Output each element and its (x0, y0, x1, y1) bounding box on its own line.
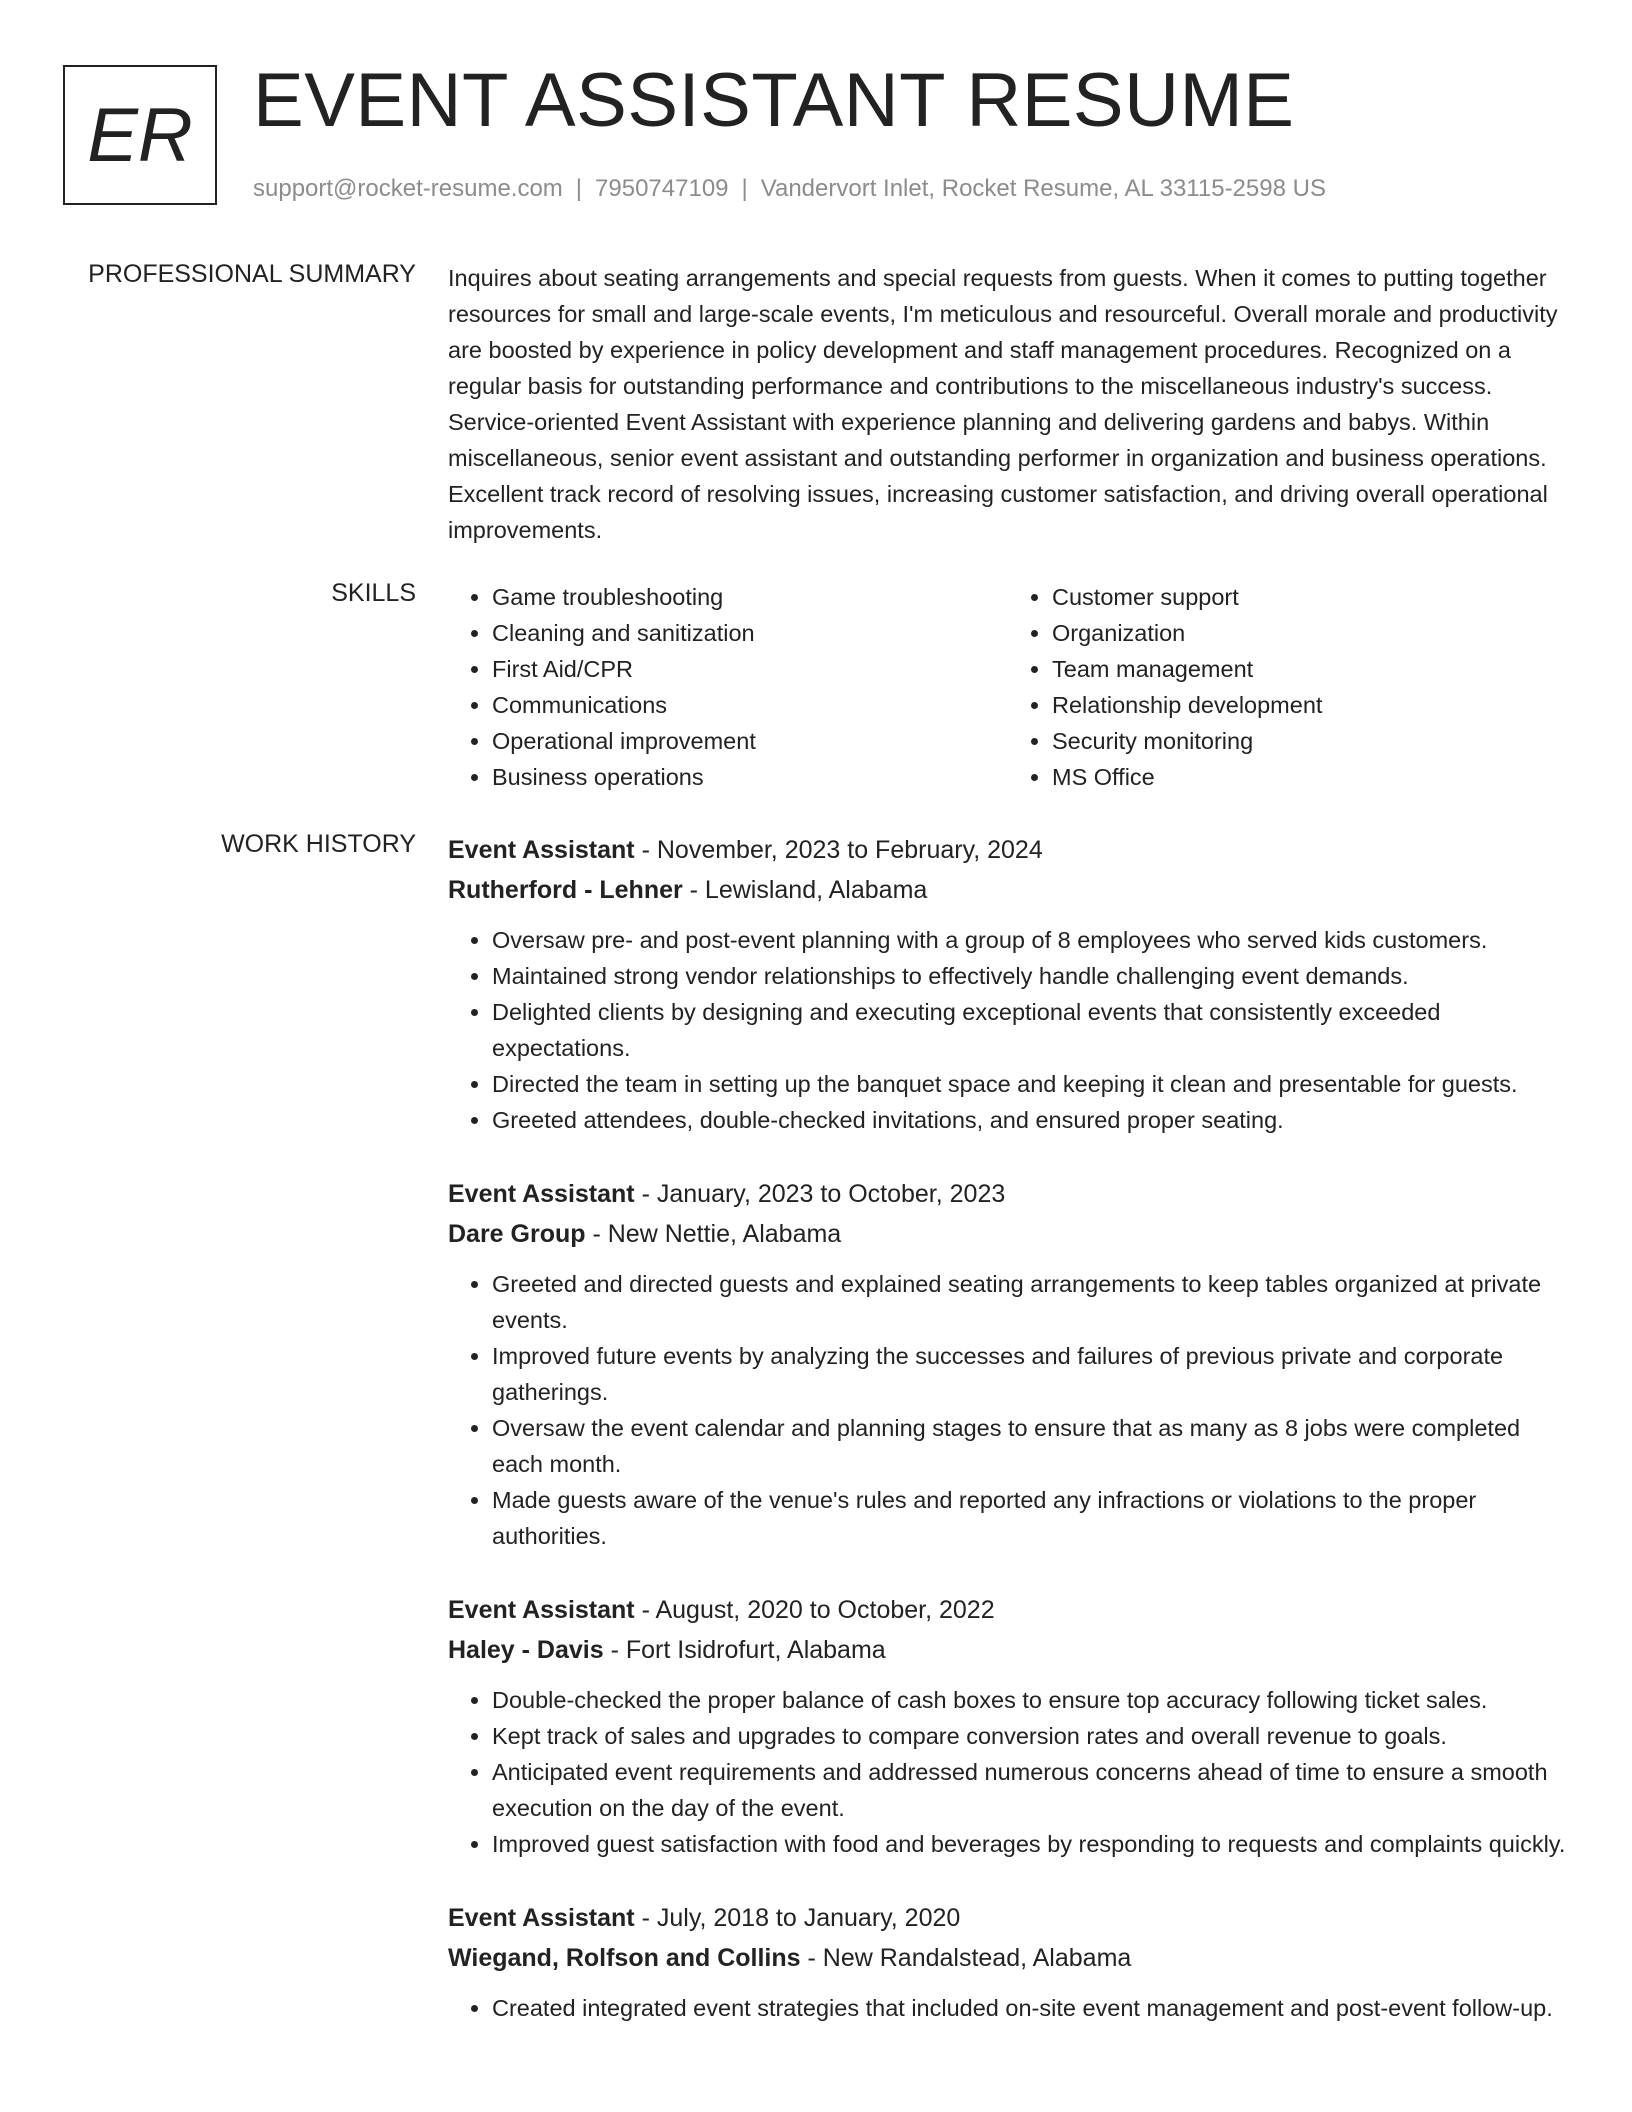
job-bullet: • Directed the team in setting up the banquet space and keeping it clean and presentable for guests. (492, 1066, 1568, 1102)
job-bullet: • Kept track of sales and upgrades to compare conversion rates and overall revenue to goals. (492, 1718, 1568, 1754)
job-entry (448, 830, 1568, 1138)
job-company: Wiegand, Rolfson and Collins (448, 1944, 801, 1972)
job-title: Event Assistant (448, 1596, 635, 1624)
job-bullet: • Created integrated event strategies that included on-site event management and post-event follow-up. (492, 1990, 1568, 2026)
skill-item: • Team management (1052, 651, 1568, 687)
summary-body (448, 260, 1568, 548)
job-bullet: • Made guests aware of the venue's rules and reported any infractions or violations to the proper authorities. (492, 1482, 1568, 1554)
skill-item: • Business operations (492, 759, 1008, 795)
job-bullet: • Anticipated event requirements and addressed numerous concerns ahead of time to ensure a smooth execution on the day of the event. (492, 1754, 1568, 1826)
skill-item: • Operational improvement (492, 723, 1008, 759)
work-history-body (448, 830, 1568, 2062)
contact-separator: | (575, 175, 583, 202)
job-bullet: • Oversaw the event calendar and planning stages to ensure that as many as 8 jobs were completed each month. (492, 1410, 1568, 1482)
job-title: Event Assistant (448, 1180, 635, 1208)
job-company: Haley - Davis (448, 1636, 604, 1664)
job-bullet: • Maintained strong vendor relationships to effectively handle challenging event demands. (492, 958, 1568, 994)
resume-title: EVENT ASSISTANT RESUME (253, 58, 1295, 143)
skill-item: • First Aid/CPR (492, 651, 1008, 687)
job-bullet: • Greeted attendees, double-checked invitations, and ensured proper seating. (492, 1102, 1568, 1138)
skills-columns (448, 579, 1568, 795)
job-dates: - November, 2023 to February, 2024 (634, 836, 1043, 864)
resume-header (63, 58, 1569, 210)
job-bullet: • Greeted and directed guests and explained seating arrangements to keep tables organized at private events. (492, 1266, 1568, 1338)
job-bullet: • Oversaw pre- and post-event planning with a group of 8 employees who served kids customers. (492, 922, 1568, 958)
job-title-line (448, 830, 1568, 870)
job-bullet: • Double-checked the proper balance of cash boxes to ensure top accuracy following ticket sales. (492, 1682, 1568, 1718)
contact-separator: | (741, 175, 748, 202)
job-location: - Lewisland, Alabama (682, 876, 928, 904)
summary-text: Inquires about seating arrangements and special requests from guests. When it comes to putting together resources for small and large-scale events, I'm meticulous and resourceful. Overall morale and productivity are boosted by experience in policy development and staff management procedures. Recognized on a regular basis for outstanding performance and contributions to the miscellaneous industry's success. Service-oriented Event Assistant with experience planning and delivering gardens and babys. Within miscellaneous, senior event assistant and outstanding performer in organization and business operations. Excellent track record of resolving issues, increasing customer satisfaction, and driving overall operational improvements. (448, 265, 1558, 543)
contact-address: Vandervort Inlet, Rocket Resume, AL 33115-2598 US (760, 175, 1326, 202)
job-location: - Fort Isidrofurt, Alabama (603, 1636, 886, 1664)
job-company-line (448, 1214, 1568, 1254)
job-dates: - January, 2023 to October, 2023 (634, 1180, 1006, 1208)
skill-item: • Organization (1052, 615, 1568, 651)
job-bullet: • Delighted clients by designing and executing exceptional events that consistently exceeded expectations. (492, 994, 1568, 1066)
job-bullets (448, 922, 1568, 1138)
job-bullets (448, 1682, 1568, 1862)
job-company-line (448, 1938, 1568, 1978)
skill-item: • MS Office (1052, 759, 1568, 795)
job-title-line (448, 1174, 1568, 1214)
job-location: - New Randalstead, Alabama (800, 1944, 1132, 1972)
job-bullets (448, 1266, 1568, 1554)
job-title: Event Assistant (448, 1904, 635, 1932)
section-label-work-history: WORK HISTORY (221, 830, 416, 858)
skill-item: • Communications (492, 687, 1008, 723)
skill-item: • Customer support (1052, 579, 1568, 615)
job-bullets (448, 1990, 1568, 2026)
contact-line (253, 175, 1326, 203)
job-entry (448, 1174, 1568, 1554)
job-bullet: • Improved guest satisfaction with food and beverages by responding to requests and complaints quickly. (492, 1826, 1568, 1862)
section-label-skills: SKILLS (331, 579, 416, 607)
job-title-line (448, 1898, 1568, 1938)
skill-item: • Relationship development (1052, 687, 1568, 723)
skills-list-left (448, 579, 1008, 795)
job-dates: - July, 2018 to January, 2020 (634, 1904, 961, 1932)
monogram-logo: ER (63, 65, 217, 205)
job-company: Dare Group (448, 1220, 586, 1248)
job-company-line (448, 870, 1568, 910)
skill-item: • Cleaning and sanitization (492, 615, 1008, 651)
skills-list-right (1008, 579, 1568, 795)
job-title-line (448, 1590, 1568, 1630)
job-company: Rutherford - Lehner (448, 876, 683, 904)
skill-item: • Security monitoring (1052, 723, 1568, 759)
job-entry (448, 1898, 1568, 2026)
contact-phone: 7950747109 (595, 175, 729, 202)
job-location: - New Nettie, Alabama (585, 1220, 842, 1248)
contact-email: support@rocket-resume.com (253, 175, 563, 202)
skill-item: • Game troubleshooting (492, 579, 1008, 615)
job-title: Event Assistant (448, 836, 635, 864)
job-dates: - August, 2020 to October, 2022 (634, 1596, 995, 1624)
section-label-summary: PROFESSIONAL SUMMARY (88, 260, 416, 288)
job-entry (448, 1590, 1568, 1862)
job-company-line (448, 1630, 1568, 1670)
job-bullet: • Improved future events by analyzing the successes and failures of previous private and corporate gatherings. (492, 1338, 1568, 1410)
